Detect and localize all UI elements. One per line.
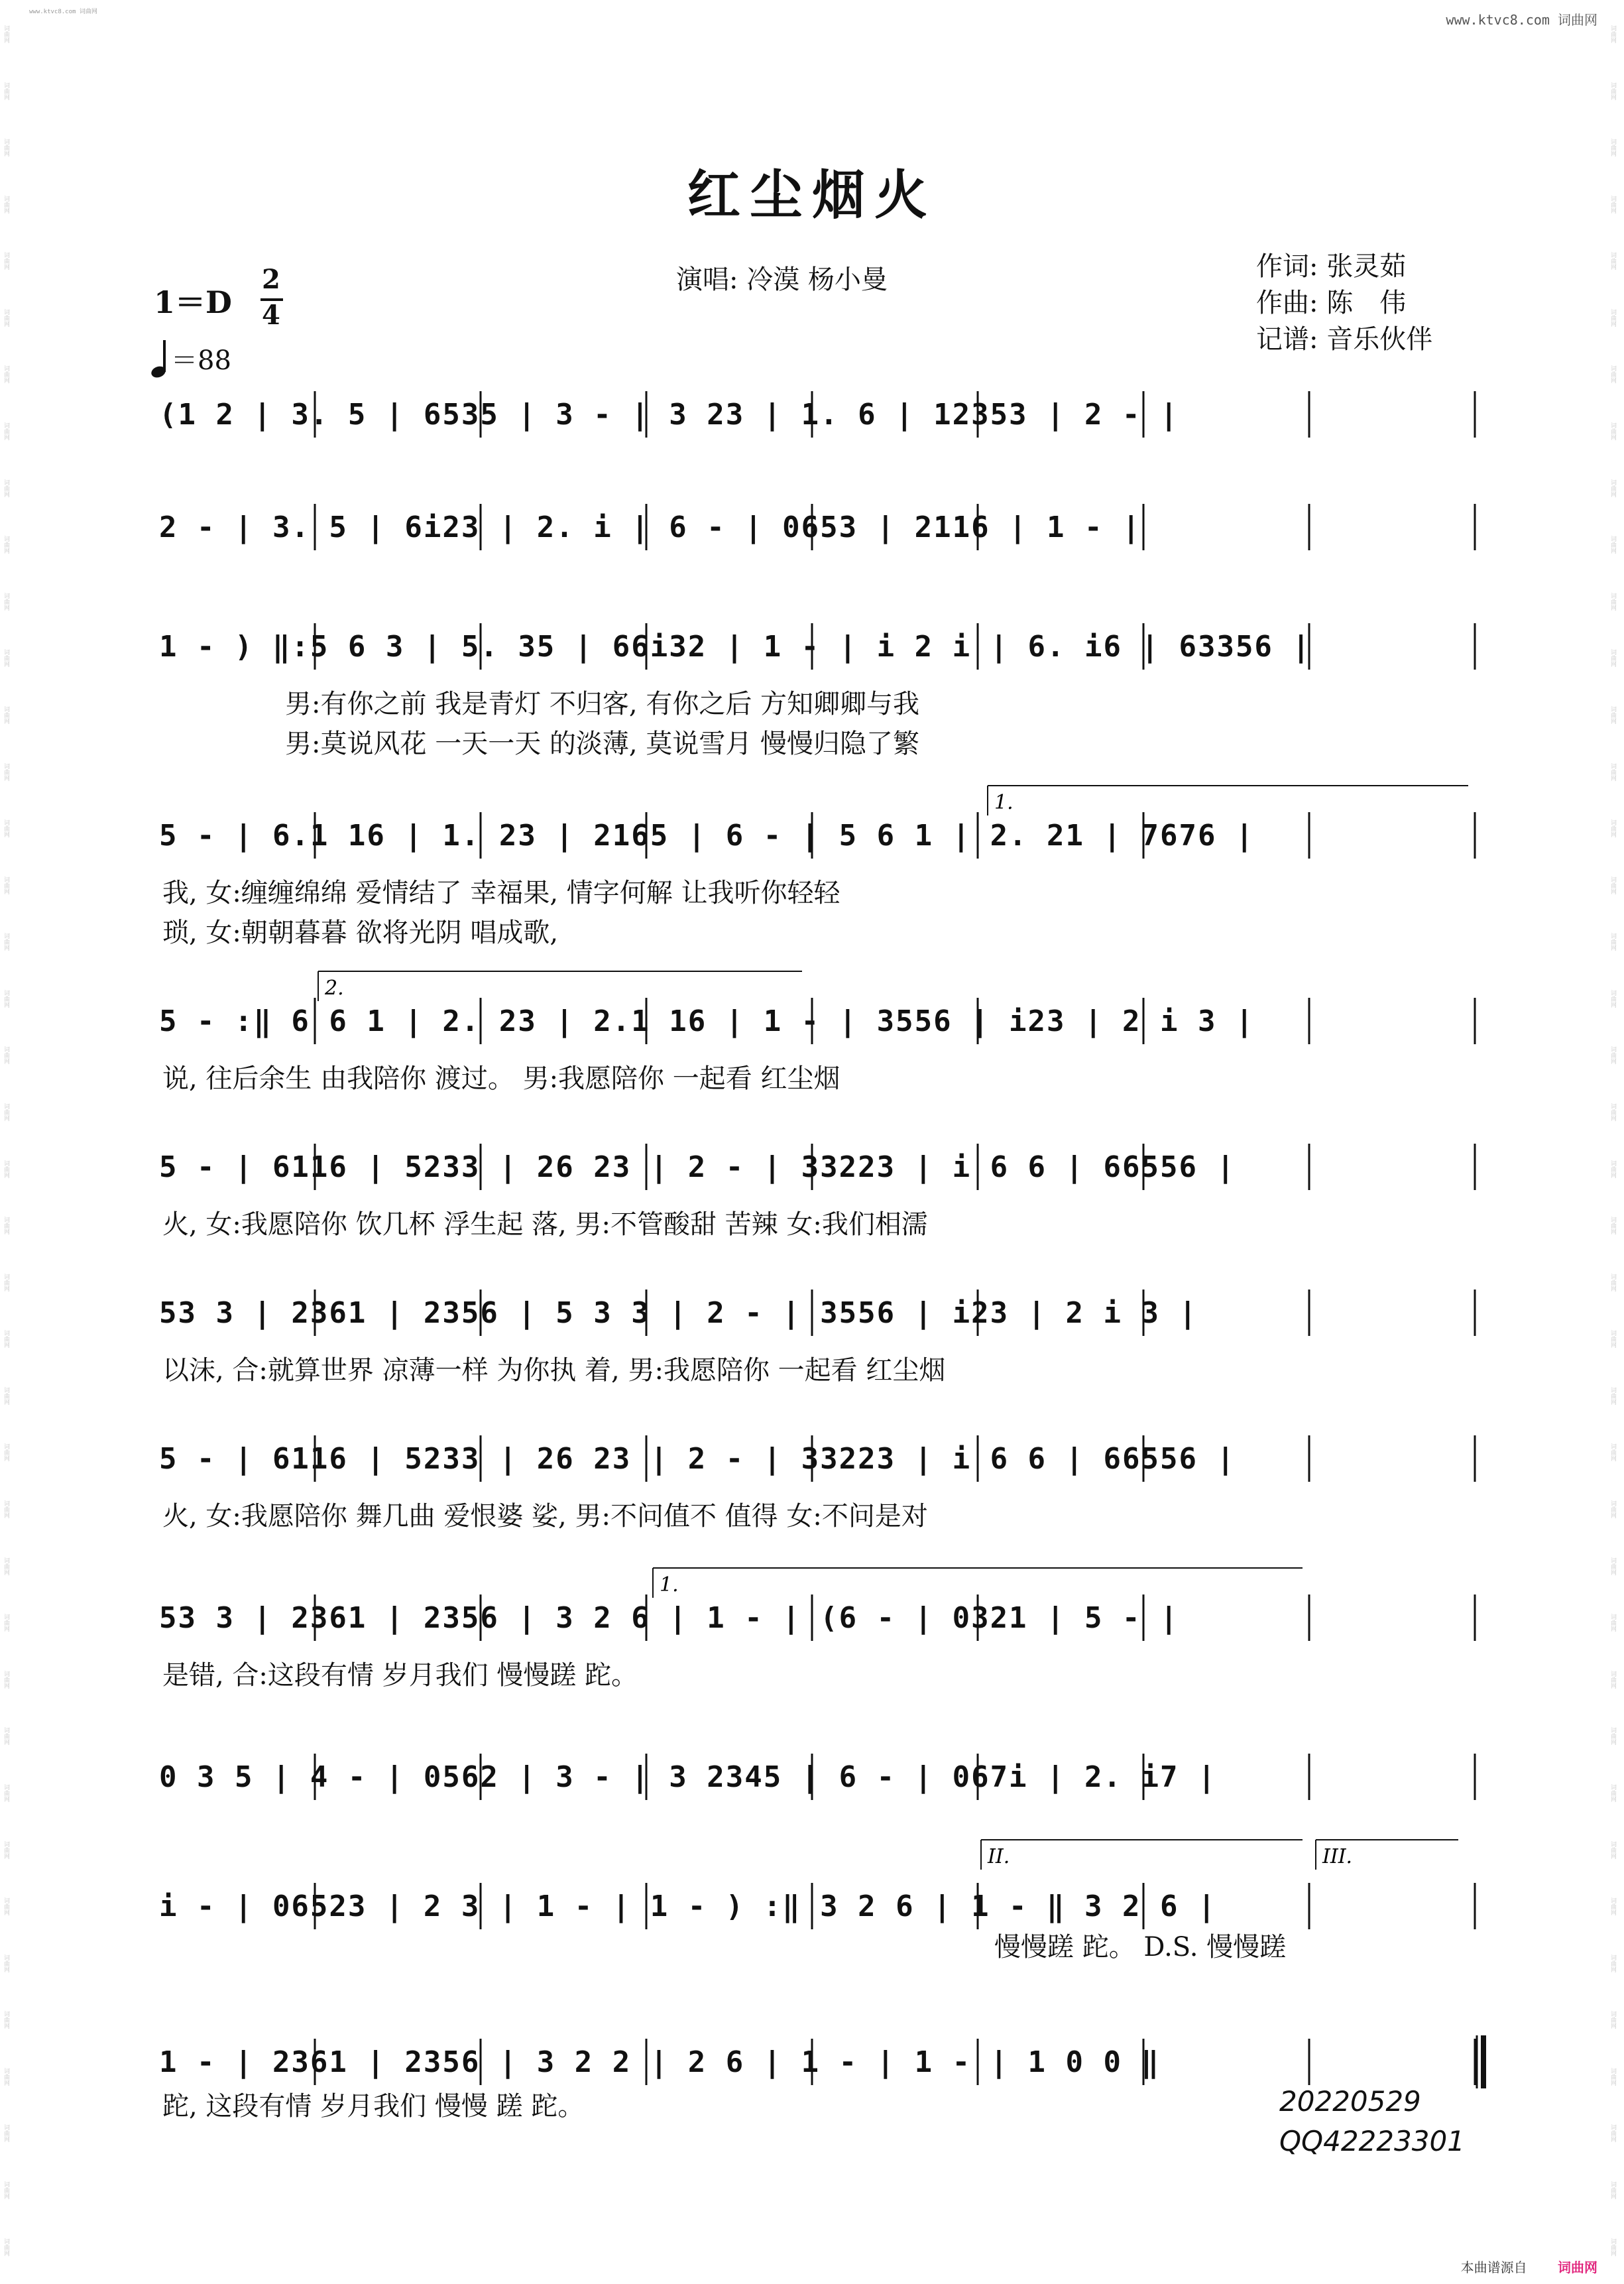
side-watermark-mark: 词曲网: [1611, 2238, 1617, 2257]
side-watermark-mark: 词曲网: [1611, 26, 1617, 44]
lyric-line: 男:莫说风花 一天一天 的淡薄, 莫说雪月 慢慢归隐了繁: [285, 729, 920, 759]
lyric-line: 说, 往后余生 由我陪你 渡过。 男:我愿陪你 一起看 红尘烟: [162, 1063, 841, 1094]
footer-watermark: [1461, 2257, 1597, 2276]
date-stamp: 20220529: [1279, 2085, 1421, 2118]
side-watermark-mark: 词曲网: [4, 26, 11, 44]
side-watermark-mark: 词曲网: [4, 1728, 11, 1747]
notation-row: 5 - | 6116 | 5233 | 26 23 | 2 - | 33223 | i 6 6 | 66556 |: [159, 1150, 1236, 1184]
side-watermark-mark: 词曲网: [1611, 1501, 1617, 1520]
tempo-value: ＝88: [171, 345, 231, 376]
lyric-line: 琐, 女:朝朝暮暮 欲将光阴 唱成歌,: [162, 918, 559, 948]
notation-row: 53 3 | 2361 | 2356 | 3 2 6 | 1 - | (6 - | 0321 | 5 - |: [159, 1601, 1179, 1635]
side-watermark-mark: 词曲网: [1611, 196, 1617, 215]
side-watermark-mark: 词曲网: [4, 1954, 11, 1974]
volta-number: 1.: [994, 791, 1014, 814]
side-watermark-mark: 词曲网: [1611, 990, 1617, 1009]
side-watermark-mark: 词曲网: [4, 763, 11, 782]
side-watermark-mark: 词曲网: [1611, 366, 1617, 385]
tempo-marking: [151, 339, 231, 377]
side-watermark-mark: 词曲网: [4, 366, 11, 385]
volta-number: 1.: [660, 1573, 679, 1596]
side-watermark-mark: 词曲网: [1611, 1217, 1617, 1236]
footer-source: 本曲谱源自: [1460, 2259, 1527, 2275]
side-watermark-mark: 词曲网: [4, 2125, 11, 2144]
side-watermark-mark: 词曲网: [1611, 139, 1617, 158]
qq-number: QQ42223301: [1279, 2125, 1465, 2157]
side-watermark-mark: 词曲网: [1611, 1047, 1617, 1066]
side-watermark-mark: 词曲网: [4, 1217, 11, 1236]
site-watermark: www.ktvc8.com 词曲网: [1446, 12, 1597, 28]
side-watermark-mark: 词曲网: [4, 2238, 11, 2257]
side-watermark-mark: 词曲网: [4, 1274, 11, 1293]
footer-brand: 词曲网: [1558, 2259, 1597, 2275]
volta-number: III.: [1322, 1845, 1353, 1868]
lyric-line: 是错, 合:这段有情 岁月我们 慢慢蹉 跎。: [162, 1660, 638, 1691]
lyric-line: 慢慢蹉 跎。 D.S. 慢慢蹉: [994, 1932, 1287, 1962]
notation-row: i - | 06523 | 2 3 | 1 - | 1 - ) :‖ 3 2 6 | 1 - ‖ 3 2 6 |: [159, 1890, 1217, 1923]
side-watermark-mark: 词曲网: [1611, 1671, 1617, 1690]
key-signature: 1＝D: [154, 284, 232, 320]
side-watermark-mark: 词曲网: [1611, 1160, 1617, 1179]
notation-row: 5 - :‖ 6 6 1 | 2. 23 | 2.1 16 | 1 - | 3556 | i23 | 2 i 3 |: [159, 1004, 1255, 1038]
song-title: 红尘烟火: [687, 164, 937, 226]
side-watermark-mark: 词曲网: [1611, 1898, 1617, 1917]
side-watermark-mark: 词曲网: [4, 423, 11, 442]
side-watermark-mark: 词曲网: [1611, 2125, 1617, 2144]
side-watermark-mark: 词曲网: [1611, 1841, 1617, 1860]
side-watermark-mark: 词曲网: [1611, 706, 1617, 725]
volta-number: 2.: [325, 977, 344, 1000]
side-watermark-mark: 词曲网: [1611, 2068, 1617, 2087]
notation-row: 5 - | 6116 | 5233 | 26 23 | 2 - | 33223 | i 6 6 | 66556 |: [159, 1442, 1236, 1476]
side-watermark-mark: 词曲网: [4, 309, 11, 328]
side-watermark-mark: 词曲网: [1611, 876, 1617, 896]
side-watermark-mark: 词曲网: [4, 1557, 11, 1577]
side-watermark-mark: 词曲网: [1611, 650, 1617, 669]
side-watermark-mark: 词曲网: [4, 1387, 11, 1406]
time-signature-top: 2: [262, 264, 280, 295]
side-watermark-mark: 词曲网: [1611, 253, 1617, 272]
side-watermark-mark: 词曲网: [4, 2012, 11, 2031]
side-watermark-mark: 词曲网: [1611, 820, 1617, 839]
lyric-line: 火, 女:我愿陪你 舞几曲 爱恨婆 娑, 男:不问值不 值得 女:不问是对: [162, 1501, 928, 1532]
side-watermark-mark: 词曲网: [4, 536, 11, 556]
side-watermark-mark: 词曲网: [1611, 423, 1617, 442]
side-watermark-mark: 词曲网: [4, 650, 11, 669]
side-watermark-mark: 词曲网: [4, 1671, 11, 1690]
side-watermark-mark: 词曲网: [1611, 479, 1617, 499]
transcriber-credit: 记谱: 音乐伙伴: [1256, 324, 1433, 355]
singer-credit: 演唱: 冷漠 杨小曼: [676, 265, 888, 295]
side-watermark-mark: 词曲网: [4, 593, 11, 612]
side-watermark-mark: 词曲网: [1611, 1274, 1617, 1293]
notation-row: (1 2 | 3. 5 | 6535 | 3 - | 3 23 | 1. 6 | 12353 | 2 - |: [159, 398, 1179, 432]
side-watermark-mark: 词曲网: [1611, 763, 1617, 782]
notation-row: 1 - | 2361 | 2356 | 3 2 2 | 2 6 | 1 - | 1 - | 1 0 0 ‖: [159, 2045, 1160, 2079]
lyricist-credit: 作词: 张灵茹: [1256, 251, 1407, 282]
side-watermark-mark: 词曲网: [1611, 1103, 1617, 1122]
side-watermark-mark: 词曲网: [1611, 1331, 1617, 1350]
side-watermark-mark: 词曲网: [4, 990, 11, 1009]
lyric-line: 跎, 这段有情 岁月我们 慢慢 蹉 跎。: [162, 2091, 585, 2122]
side-watermark-mark: 词曲网: [4, 139, 11, 158]
side-watermark-mark: 词曲网: [4, 1841, 11, 1860]
side-watermark-mark: 词曲网: [4, 1444, 11, 1463]
notation-row: 53 3 | 2361 | 2356 | 5 3 3 | 2 - | 3556 | i23 | 2 i 3 |: [159, 1296, 1198, 1330]
quarter-note-icon: [151, 340, 166, 377]
side-watermark-mark: 词曲网: [4, 1047, 11, 1066]
side-watermark-mark: 词曲网: [4, 1898, 11, 1917]
lyric-line: 火, 女:我愿陪你 饮几杯 浮生起 落, 男:不管酸甜 苦辣 女:我们相濡: [162, 1209, 928, 1240]
side-watermark-mark: 词曲网: [1611, 1728, 1617, 1747]
side-watermark-mark: 词曲网: [1611, 1784, 1617, 1803]
notation-row: 1 - ) ‖:5 6 3 | 5. 35 | 66i32 | 1 - | i 2 i | 6. i6 | 63356 |: [159, 630, 1311, 664]
side-watermark-mark: 词曲网: [1611, 2012, 1617, 2031]
side-watermark-mark: 词曲网: [1611, 2181, 1617, 2200]
side-watermark-mark: 词曲网: [4, 1103, 11, 1122]
side-watermark-mark: 词曲网: [4, 1784, 11, 1803]
corner-watermark: www.ktvc8.com 词曲网: [29, 9, 97, 15]
side-watermark-mark: 词曲网: [1611, 1444, 1617, 1463]
composer-credit: 作曲: 陈 伟: [1256, 288, 1407, 318]
side-watermark-mark: 词曲网: [4, 2068, 11, 2087]
side-watermark-mark: 词曲网: [4, 1331, 11, 1350]
side-watermark-mark: 词曲网: [4, 820, 11, 839]
time-signature-bottom: 4: [262, 300, 280, 331]
side-watermark-mark: 词曲网: [4, 253, 11, 272]
side-watermark-mark: 词曲网: [4, 196, 11, 215]
notation-row: 5 - | 6.1 16 | 1. 23 | 2165 | 6 - | 5 6 1 | 2. 21 | 7676 |: [159, 819, 1255, 853]
side-watermark-mark: 词曲网: [1611, 82, 1617, 101]
volta-number: II.: [988, 1845, 1010, 1868]
side-watermark-mark: 词曲网: [4, 82, 11, 101]
side-watermark-mark: 词曲网: [1611, 309, 1617, 328]
side-watermark-mark: 词曲网: [1611, 593, 1617, 612]
side-watermark-mark: 词曲网: [4, 1160, 11, 1179]
lyric-line: 我, 女:缠缠绵绵 爱情结了 幸福果, 情字何解 让我听你轻轻: [162, 878, 841, 908]
side-watermark-mark: 词曲网: [4, 933, 11, 953]
notation-row: 2 - | 3. 5 | 6i23 | 2. i | 6 - | 0653 | 2116 | 1 - |: [159, 511, 1141, 544]
side-watermark-mark: 词曲网: [1611, 933, 1617, 953]
side-watermark-mark: 词曲网: [1611, 536, 1617, 556]
side-watermark-mark: 词曲网: [4, 1614, 11, 1634]
side-watermark-mark: 词曲网: [1611, 1614, 1617, 1634]
side-watermark-mark: 词曲网: [1611, 1387, 1617, 1406]
side-watermark-mark: 词曲网: [1611, 1954, 1617, 1974]
notation-row: 0 3 5 | 4 - | 0562 | 3 - | 3 2345 | 6 - | 067i | 2. i7 |: [159, 1760, 1217, 1794]
lyric-line: 男:有你之前 我是青灯 不归客, 有你之后 方知卿卿与我: [285, 689, 920, 719]
side-watermark-mark: 词曲网: [4, 479, 11, 499]
lyric-line: 以沫, 合:就算世界 凉薄一样 为你执 着, 男:我愿陪你 一起看 红尘烟: [162, 1355, 946, 1386]
side-watermark-mark: 词曲网: [4, 1501, 11, 1520]
side-watermark-mark: 词曲网: [1611, 1557, 1617, 1577]
side-watermark-mark: 词曲网: [4, 2181, 11, 2200]
side-watermark-mark: 词曲网: [4, 876, 11, 896]
side-watermark-mark: 词曲网: [4, 706, 11, 725]
